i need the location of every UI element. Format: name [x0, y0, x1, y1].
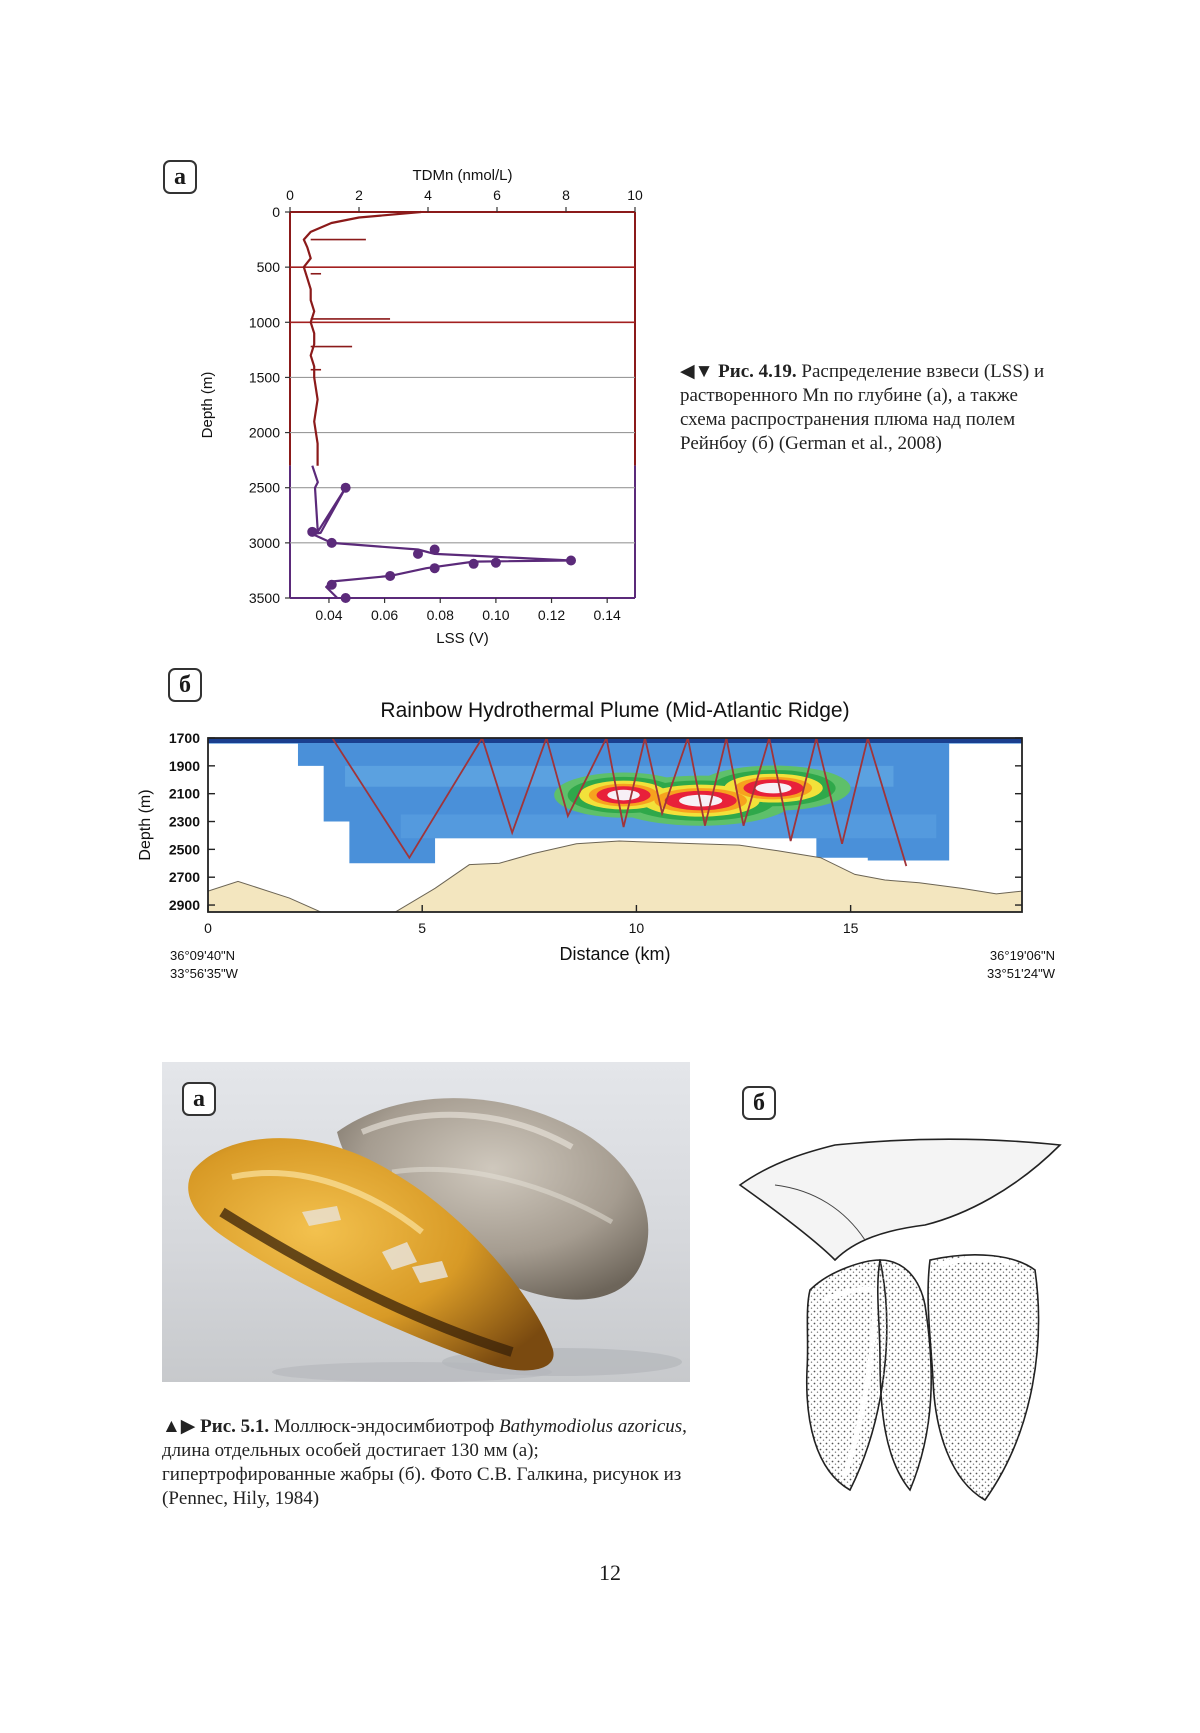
caption-arrows: ◀▼ — [680, 361, 714, 382]
caption-5-1-text-before: Моллюск-эндосимбиотроф — [273, 1416, 495, 1437]
photo-panel-label-a: а — [182, 1082, 216, 1116]
page-number: 12 — [599, 1560, 621, 1585]
plume-x-tick-label: 0 — [204, 920, 212, 936]
x-top-axis-label: TDMn (nmol/L) — [412, 167, 513, 184]
caption-5-1-number: Рис. 5.1. — [200, 1416, 270, 1437]
x-bottom-tick-label: 0.04 — [315, 607, 343, 623]
start-latitude: 36°09'40"N — [170, 948, 236, 963]
y-tick-label: 500 — [256, 259, 280, 276]
plume-y-tick-label: 2500 — [168, 841, 200, 858]
lss-data-point — [566, 556, 576, 566]
lss-data-point — [430, 544, 440, 554]
y-tick-label: 1500 — [248, 369, 280, 386]
x-bottom-axis-label: LSS (V) — [436, 630, 489, 647]
plume-y-tick-label: 2700 — [168, 869, 200, 886]
plume-chart-title: Rainbow Hydrothermal Plume (Mid-Atlantic Ridge) — [380, 699, 850, 722]
lss-profile-line — [312, 466, 571, 598]
y-tick-label: 1000 — [248, 314, 280, 331]
panel-label-b: б — [168, 668, 202, 702]
plume-plot-area — [208, 738, 1022, 933]
plume-section-chart — [130, 690, 1090, 1010]
lss-data-point — [341, 483, 351, 493]
plume-y-tick-label: 2100 — [168, 785, 200, 802]
plume-y-tick-label: 1700 — [168, 730, 200, 746]
x-bottom-tick-label: 0.10 — [482, 607, 510, 623]
y-tick-label: 3500 — [248, 590, 280, 606]
plume-y-axis-label: Depth (m) — [137, 789, 154, 861]
caption-5-1-species: Bathymodiolus azoricus — [499, 1416, 683, 1437]
x-bottom-tick-label: 0.12 — [537, 607, 566, 623]
lss-data-point — [385, 571, 395, 581]
mussel-shells-illustration — [162, 1062, 690, 1382]
end-latitude: 36°19'06"N — [989, 948, 1055, 963]
y-tick-label: 2500 — [248, 479, 280, 496]
x-bottom-tick-label: 0.14 — [593, 607, 621, 623]
end-longitude: 33°51'24"W — [987, 966, 1055, 981]
plume-y-tick-label: 2300 — [168, 813, 200, 830]
lss-data-point — [307, 527, 317, 537]
plume-x-axis-label: Distance (km) — [559, 944, 671, 964]
tdmn-profile-line — [304, 212, 421, 466]
x-top-tick-label: 0 — [286, 187, 294, 203]
mussel-gills-drawing — [735, 1130, 1065, 1510]
lss-data-point — [430, 563, 440, 573]
panel-label-a: а — [163, 160, 197, 194]
x-top-tick-label: 2 — [355, 187, 363, 203]
plume-y-tick-label: 2900 — [168, 897, 200, 914]
x-top-tick-label: 8 — [562, 187, 570, 203]
x-bottom-tick-label: 0.08 — [426, 607, 454, 623]
y-tick-label: 2000 — [248, 424, 280, 441]
plume-x-tick-label: 10 — [628, 920, 645, 936]
caption-5-1-arrows: ▲▶ — [162, 1416, 196, 1437]
mussel-photo — [162, 1062, 690, 1382]
x-top-tick-label: 6 — [493, 187, 501, 203]
lss-data-point — [327, 580, 337, 590]
plume-core — [756, 783, 792, 794]
drawing-panel-label-b: б — [742, 1086, 776, 1120]
caption-text: Распределение взвеси (LSS) и растворенного Mn по глубине (а), а также схема распространения плюма над полем Рейнбоу (б) (German et al., 2008) — [680, 361, 1045, 454]
plume-y-tick-label: 1900 — [168, 757, 200, 774]
y-tick-label: 3000 — [248, 534, 280, 551]
plume-x-tick-label: 5 — [418, 920, 427, 936]
lss-data-point — [327, 538, 337, 548]
x-bottom-tick-label: 0.06 — [370, 607, 399, 623]
figure-5-1-caption — [162, 1415, 702, 1511]
lss-data-point — [413, 549, 423, 559]
y-tick-label: 0 — [272, 204, 280, 220]
lss-data-point — [469, 559, 479, 569]
lss-data-point — [341, 593, 351, 603]
x-top-tick-label: 10 — [627, 187, 643, 203]
figure-4-19-caption — [680, 360, 1060, 456]
lss-data-point — [491, 558, 501, 568]
y-axis-label: Depth (m) — [199, 371, 216, 439]
plume-x-tick-label: 15 — [842, 920, 859, 936]
x-top-tick-label: 4 — [424, 187, 432, 203]
plume-core — [607, 790, 639, 801]
caption-figure-number: Рис. 4.19. — [718, 361, 797, 382]
depth-profile-chart — [190, 150, 670, 660]
caption-5-1-text-after: , длина отдельных особей достигает 130 мм (а); гипертрофированные жабры (б). Фото С.В. Галкина, рисунок из (Pennec, Hily, 1984) — [162, 1416, 687, 1509]
start-longitude: 33°56'35"W — [170, 966, 238, 981]
